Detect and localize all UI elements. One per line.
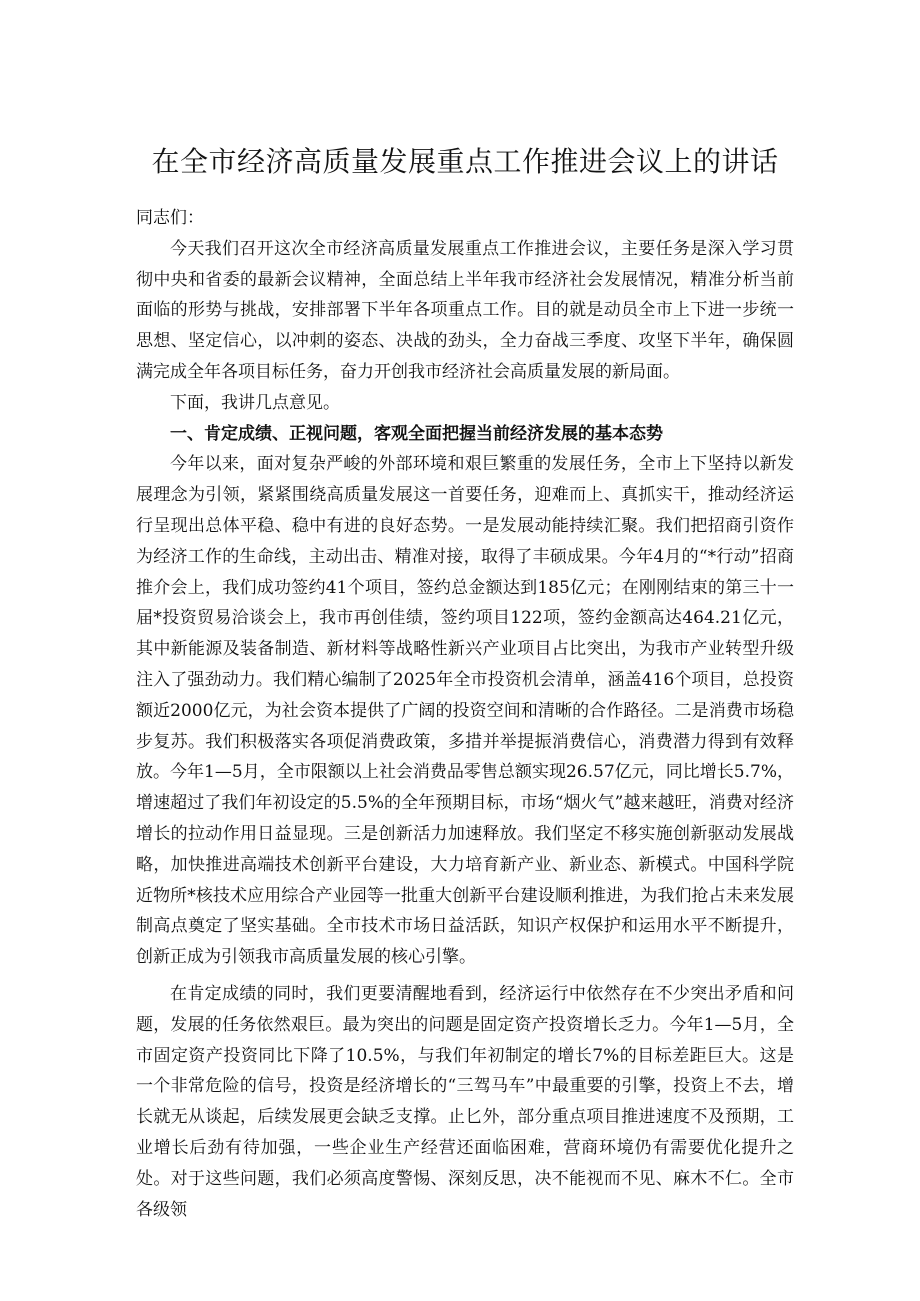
transition-paragraph: 下面，我讲几点意见。 [170, 392, 340, 413]
document-body [136, 203, 794, 1225]
section-heading: 一、肯定成绩、正视问题，客观全面把握当前经济发展的基本态势 [170, 423, 663, 444]
intro-paragraph: 今天我们召开这次全市经济高质量发展重点工作推进会议，主要任务是深入学习贯彻中央和省委的最新会议精神，全面总结上半年我市经济社会发展情况，精准分析当前面临的形势与挑战，安排部署下半年各项重点工作。目的就是动员全市上下进一步统一思想、坚定信心，以冲刺的姿态、决战的劲头，全力奋战三季度、攻坚下半年，确保圆满完成全年各项目标任务，奋力开创我市经济社会高质量发展的新局面。 [136, 238, 794, 382]
achievements-paragraph: 今年以来，面对复杂严峻的外部环境和艰巨繁重的发展任务，全市上下坚持以新发展理念为引领，紧紧围绕高质量发展这一首要任务，迎难而上、真抓实干，推动经济运行呈现出总体平稳、稳中有进的良好态势。一是发展动能持续汇聚。我们把招商引资作为经济工作的生命线，主动出击、精准对接，取得了丰硕成果。今年4月的“*行动”招商推介会上，我们成功签约41个项目，签约总金额达到185亿元；在刚刚结束的第三十一届*投资贸易洽谈会上，我市再创佳绩，签约项目122项，签约金额高达464.21亿元，其中新能源及装备制造、新材料等战略性新兴产业项目占比突出，为我市产业转型升级注入了强劲动力。我们精心编制了2025年全市投资机会清单，涵盖416个项目，总投资额近2000亿元，为社会资本提供了广阔的投资空间和清晰的合作路径。二是消费市场稳步复苏。我们积极落实各项促消费政策，多措并举提振消费信心，消费潜力得到有效释放。今年1—5月，全市限额以上社会消费品零售总额实现26.57亿元，同比增长5.7%，增速超过了我们年初设定的5.5%的全年预期目标，市场“烟火气”越来越旺，消费对经济增长的拉动作用日益显现。三是创新活力加速释放。我们坚定不移实施创新驱动发展战略，加快推进高端技术创新平台建设，大力培育新产业、新业态、新模式。中国科学院近物所*核技术应用综合产业园等一批重大创新平台建设顺利推进，为我们抢占未来发展制高点奠定了坚实基础。全市技术市场日益活跃，知识产权保护和运用水平不断提升，创新正成为引领我市高质量发展的核心引擎。 [136, 454, 794, 968]
problems-paragraph: 在肯定成绩的同时，我们更要清醒地看到，经济运行中依然存在不少突出矛盾和问题，发展的任务依然艰巨。最为突出的问题是固定资产投资增长乏力。今年1—5月，全市固定资产投资同比下降了10.5%，与我们年初制定的增长7%的目标差距巨大。这是一个非常危险的信号，投资是经济增长的“三驾马车”中最重要的引擎，投资上不去，增长就无从谈起，后续发展更会缺乏支撑。止匕外，部分重点项目推进速度不及预期，工业增长后劲有待加强，一些企业生产经营还面临困难，营商环境仍有需要优化提升之处。对于这些问题，我们必须高度警惕、深刻反思，决不能视而不见、麻木不仁。全市各级领 [136, 983, 794, 1220]
salutation: 同志们： [136, 208, 204, 228]
document-title: 在全市经济高质量发展重点工作推进会议上的讲话 [151, 145, 779, 178]
